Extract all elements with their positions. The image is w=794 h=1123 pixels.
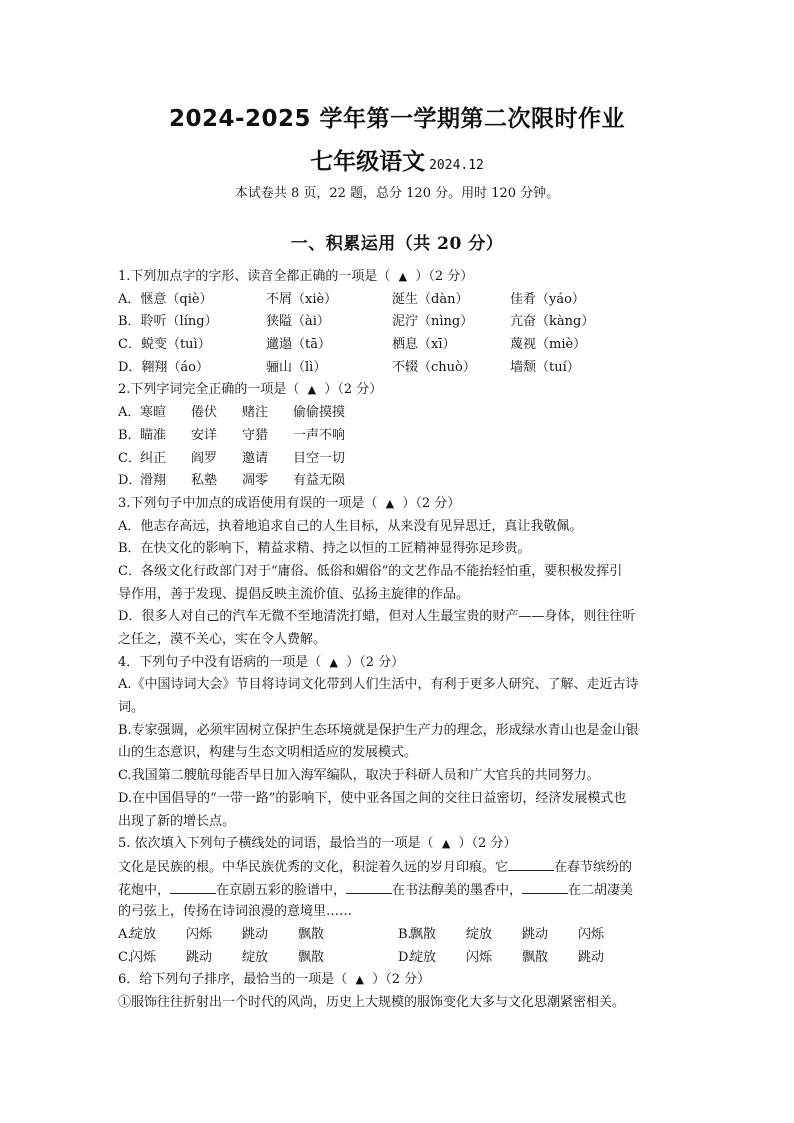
answer-triangle: ▲	[385, 496, 395, 510]
question-6-stem: 6．给下列句子排序，最恰当的一项是（ ▲ ）（2 分）	[118, 972, 431, 988]
question-5-passage: 花炮中， 在京剧五彩的脸谱中， 在书法醇美的墨香中， 在二胡凄美	[118, 879, 683, 902]
question-1-stem: 1.下列加点字的字形、读音全都正确的一项是（ ▲ ）（2 分）	[118, 269, 474, 284]
question-3-stem: 3.下列句子中加点的成语使用有误的一项是（ ▲ ）（2 分）	[118, 495, 461, 511]
question-5-passage: 文化是民族的根。中华民族优秀的文化，积淀着久远的岁月印痕。它 在春节缤纷的	[118, 856, 683, 879]
question-5-option-a: A. 绽放 闪烁 跳动 飘散	[118, 926, 325, 942]
question-3-line: 导作用，善于发现、提倡反映主流价值、弘扬主旋律的作品。	[118, 586, 470, 602]
question-3-line: A．他志存高远，执着地追求自己的人生目标，从来没有见异思迁，真让我敬佩。	[118, 518, 583, 534]
question-6-sentence: ①服饰往往折射出一个时代的风尚，历史上大规模的服饰变化大多与文化思潮紧密相关。	[118, 995, 626, 1010]
answer-triangle: ▲	[329, 655, 339, 669]
exam-instructions: 本试卷共 8 页，22 题，总分 120 分。用时 120 分钟。	[234, 186, 560, 201]
question-3-line: D．很多人对自己的汽车无微不至地清洗打蜡，但对人生最宝贵的财产——身体，则往往听	[118, 609, 636, 625]
question-5-option-d: D. 绽放 闪烁 飘散 跳动	[398, 949, 605, 965]
question-4-line: A.《中国诗词大会》节目将诗词文化带到人们生活中，有利于更多人研究、了解、走近古诗	[118, 677, 639, 693]
question-5-options-cd	[118, 947, 683, 970]
question-5-options-ab	[118, 924, 683, 947]
question-4-stem: 4．下列句子中没有语病的一项是（ ▲ ）（2 分）	[118, 654, 405, 670]
question-2-option-d: D． 滑翔 私塾 凋零 有益无陨	[118, 473, 346, 489]
subject-grade: 七年级语文	[310, 149, 426, 175]
section-heading: 一、积累运用（共 20 分）	[290, 234, 504, 254]
exam-title: 2024-2025 学年第一学期第二次限时作业	[168, 106, 626, 132]
exam-subtitle	[0, 143, 794, 176]
question-1-option-d: D．翱翔（áo） 骊山（lì） 不辍（chuò） 墙颓（tuí）	[118, 359, 580, 375]
question-4-line: 出现了新的增长点。	[118, 813, 236, 829]
fill-blank	[508, 856, 554, 871]
question-3-line: B．在快文化的影响下，精益求精、持之以恒的工匠精神显得弥足珍贵。	[118, 541, 531, 557]
fill-blank	[522, 879, 568, 894]
answer-triangle: ▲	[441, 837, 451, 851]
question-2-stem: 2.下列字词完全正确的一项是（ ▲ ）（2 分）	[118, 382, 383, 398]
exam-date: 2024.12	[429, 158, 484, 173]
question-3-line: 之任之，漠不关心，实在令人费解。	[118, 632, 327, 647]
question-5-option-c: C. 闪烁 跳动 绽放 飘散	[118, 949, 325, 965]
question-4-line: D.在中国倡导的“一带一路”的影响下，使中亚各国之间的交往日益密切，经济发展模式也	[118, 790, 627, 806]
question-1-option-c: C．蜕变（tuì） 邋遢（tā） 栖息（xī） 蔑视（miè）	[118, 337, 587, 353]
question-1-option-b: B．聆听（líng） 狭隘（ài） 泥泞（nìng） 亢奋（kàng）	[118, 314, 595, 330]
answer-triangle: ▲	[398, 270, 408, 283]
question-4-line: 山的生态意识，构建与生态文明相适应的发展模式。	[118, 745, 418, 761]
fill-blank	[170, 879, 216, 894]
question-2-option-c: C． 纠正 阎罗 邀请 目空一切	[118, 450, 346, 466]
question-4-line: B.专家强调，必须牢固树立保护生态环境就是保护生产力的理念，形成绿水青山也是金山银	[118, 722, 639, 738]
question-5-passage: 的弓弦上，传扬在诗词浪漫的意境里……	[118, 904, 353, 920]
question-1-option-a: A．惬意（qiè） 不屑（xiè） 涎生（dàn） 佳肴（yáo）	[118, 291, 585, 307]
answer-triangle: ▲	[355, 973, 365, 987]
question-5-stem: 5. 依次填入下列句子横线处的词语，最恰当的一项是（ ▲ ）（2 分）	[118, 836, 517, 852]
answer-triangle: ▲	[307, 383, 317, 397]
question-2-option-b: B． 瞄准 安详 守猎 一声不响	[118, 427, 346, 443]
question-4-line: 词。	[118, 700, 145, 716]
question-3-line: C．各级文化行政部门对于“庸俗、低俗和媚俗”的文艺作品不能抬轻怕重，要积极发挥引	[118, 563, 623, 579]
question-4-line: C.我国第二艘航母能否早日加入海军编队，取决于科研人员和广大官兵的共同努力。	[118, 768, 600, 784]
question-2-option-a: A． 寒暄 倦伏 赌注 偷偷摸摸	[118, 405, 346, 421]
question-5-option-b: B. 飘散 绽放 跳动 闪烁	[398, 926, 605, 942]
fill-blank	[346, 879, 392, 894]
question-list	[118, 266, 683, 1015]
